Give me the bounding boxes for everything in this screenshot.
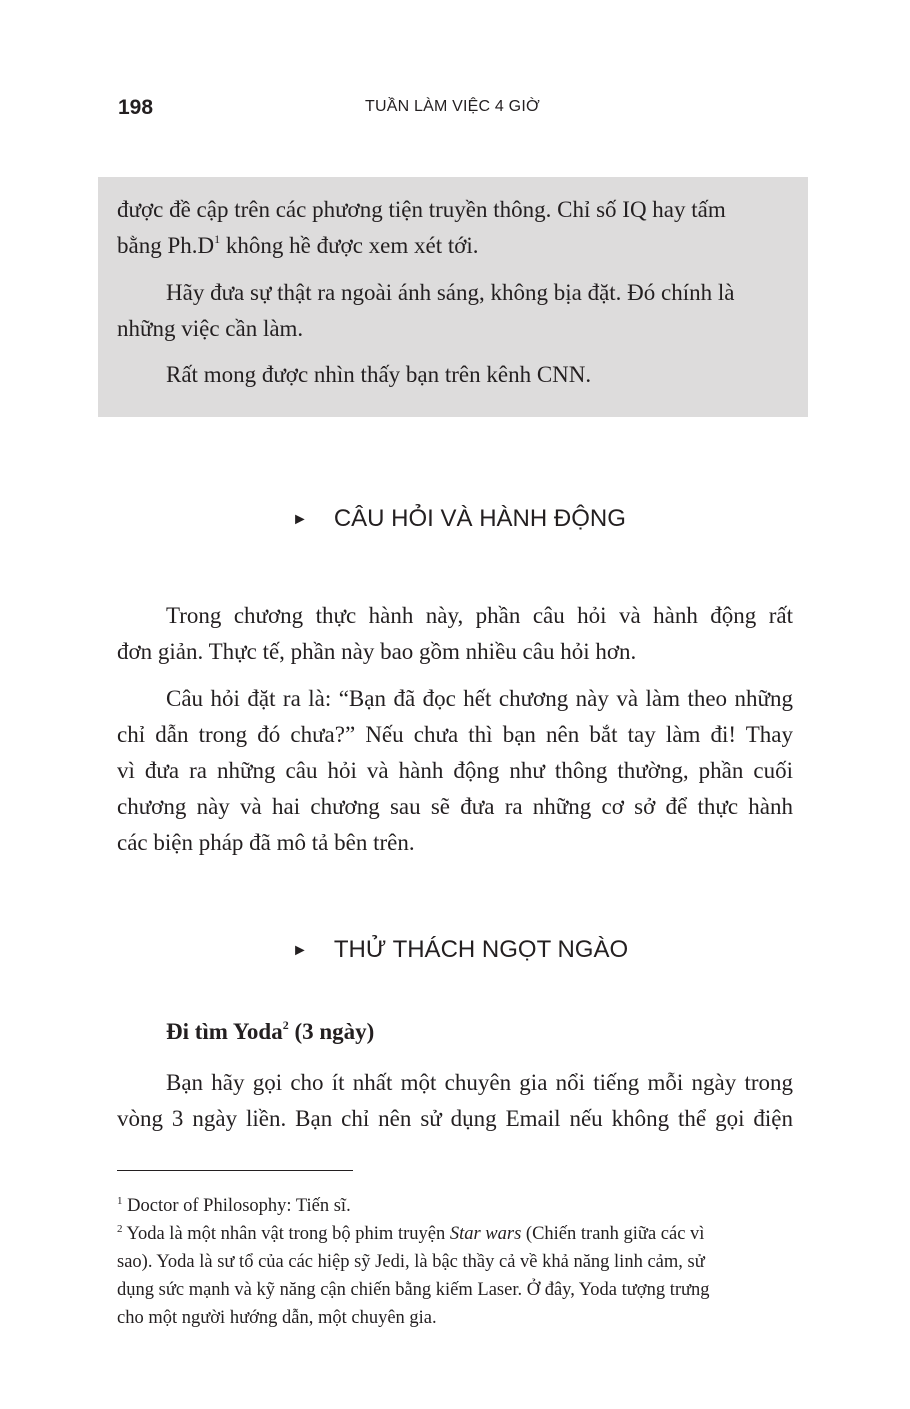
footnote-1: $^1$ Doctor of Philosophy: Tiến sĩ. <box>117 1195 351 1216</box>
triangle-bullet-icon: ► <box>292 511 308 528</box>
box-paragraph-2: Hãy đưa sự thật ra ngoài ánh sáng, không bịa đặt. Đó chính là những việc cần làm. <box>117 280 735 341</box>
footnote-2: $^2$ Yoda là một nhân vật trong bộ phim truyện Star wars (Chiến tranh giữa các vì sao). Yoda là sư tổ của các hiệp sỹ Jedi, là bậc thầy cả về khả năng linh cảm, sử dụng sức mạnh và kỹ năng cận chiến bằng kiếm Laser. Ở đây, Yoda tượng trưng cho một người hướng dẫn, một chuyên gia. <box>117 1223 710 1328</box>
section-heading-challenge <box>292 936 628 964</box>
footnote-ref-2: 2 <box>282 1018 289 1032</box>
section1-paragraph-2: Câu hỏi đặt ra là: “Bạn đã đọc hết chương này và làm theo những chỉ dẫn trong đó chưa?” Nếu chưa thì bạn nên bắt tay làm đi! Thay vì đưa ra những câu hỏi và hành động như thông thường, phần cuối chương này và hai chương sau sẽ đưa ra những cơ sở để thực hành các biện pháp đã mô tả bên trên. <box>117 686 793 855</box>
page-header <box>0 94 910 124</box>
section2-paragraph-1: Bạn hãy gọi cho ít nhất một chuyên gia nổi tiếng mỗi ngày trong vòng 3 ngày liền. Bạn chỉ nên sử dụng Email nếu không thể gọi điện <box>117 1070 793 1131</box>
section-title: CÂU HỎI VÀ HÀNH ĐỘNG <box>333 505 626 532</box>
section-heading-questions <box>292 505 626 533</box>
footnote-divider <box>117 1170 353 1171</box>
page-number: 198 <box>118 96 154 119</box>
box-paragraph-1: được đề cập trên các phương tiện truyền thông. Chỉ số IQ hay tấm bằng Ph.D$^1$ không hề được xem xét tới. <box>117 197 726 258</box>
challenge-subheading: Đi tìm Yoda$^2$ (3 ngày) <box>166 1018 375 1044</box>
running-title: TUẦN LÀM VIỆC 4 GIỜ <box>365 98 540 115</box>
section1-paragraph-1: Trong chương thực hành này, phần câu hỏi và hành động rất đơn giản. Thực tế, phần này bao gồm nhiều câu hỏi hơn. <box>117 603 793 664</box>
triangle-bullet-icon: ► <box>292 942 308 959</box>
section-title: THỬ THÁCH NGỌT NGÀO <box>333 936 629 963</box>
footnote-ref-1: 1 <box>214 232 221 246</box>
box-paragraph-3: Rất mong được nhìn thấy bạn trên kênh CNN. <box>166 362 592 387</box>
